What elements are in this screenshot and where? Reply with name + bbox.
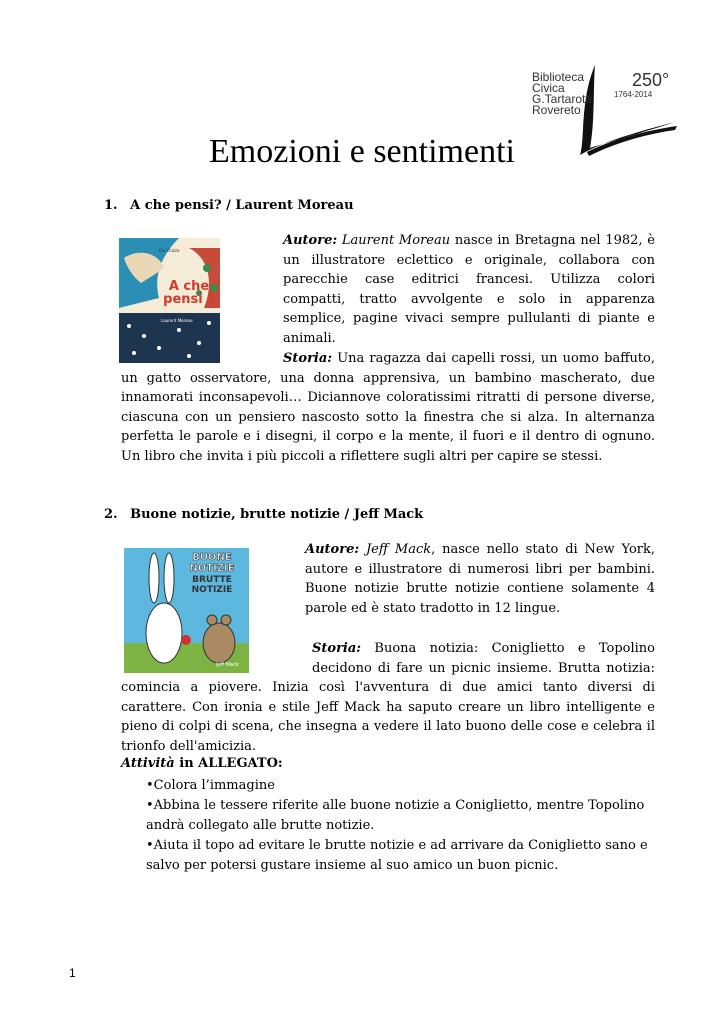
storia-text: Una ragazza dai capelli rossi, un uomo baffuto, un gatto osservatore, una donna apprensiva, un bambino mascherato, due innamorati inconsapevoli… Diciannove coloratissimi ritratti di persone diverse, ciascuna con un pensiero nascosto sotto la finestra che si alza. In alternanza perfetta le parole e i disegni, il corpo e la mente, il fuori e il dentro di ognuno. Un libro che invita i più piccoli a riflettere sugli altri per capire se stessi. [121, 351, 655, 464]
heading-number: 2. [104, 507, 118, 522]
logo-line: Rovereto [532, 103, 581, 117]
cover-author: Jeff Mack [216, 662, 239, 668]
page-title: Emozioni e sentimenti [209, 133, 515, 170]
autore-text: nasce in Bretagna nel 1982, è un illustratore eclettico e originale, collabora con parecchie case editrici francesi. Utilizza colori compatti, tratto avvolgente e solo in apparenza semplice, pagine vivaci sempre pullulanti di piante e animali. [283, 233, 656, 346]
section-heading-1 [104, 198, 354, 213]
autore-paragraph-2 [305, 540, 655, 618]
autore-name: Jeff Mack [365, 542, 432, 557]
autore-label: Autore: [305, 542, 360, 557]
autore-text: , nasce nello stato di New York, autore e illustratore di numerosi libri per bambini. Buone notizie brutte notizie contiene solamente 4 parole ed è stato tradotto in 12 lingue. [305, 542, 656, 616]
activity-label-rest: in ALLEGATO: [174, 756, 283, 771]
activity-item-text: Abbina le tessere riferite alle buone notizie a Coniglietto, mentre Topolino andrà collegato alle brutte notizie. [146, 798, 645, 833]
logo-name [532, 72, 612, 116]
heading-text: A che pensi? / Laurent Moreau [130, 198, 354, 213]
activity-label-italic: Attività [121, 756, 175, 771]
logo-years: 1764-2014 [614, 90, 653, 99]
storia-paragraph-1 [121, 349, 655, 466]
activity-item: •Abbina le tessere riferite alle buone notizie a Coniglietto, mentre Topolino andrà collegato alle brutte notizie. [146, 798, 645, 833]
cover-author-2: Laurent Moreau [161, 318, 193, 323]
logo-line: Civica [532, 81, 565, 95]
section-heading-2 [104, 507, 423, 522]
heading-text: Buone notizie, brutte notizie / Jeff Mack [130, 507, 424, 522]
autore-name: Laurent Moreau [341, 233, 451, 248]
activity-item: •Colora l’immagine [146, 778, 275, 793]
autore-paragraph-1 [283, 231, 655, 348]
page-number: 1 [69, 966, 76, 980]
cover-title: A che pensi ? [163, 279, 215, 307]
activity-item-text: Aiuta il topo ad evitare le brutte notizie e ad arrivare da Coniglietto sano e salvo per potersi gustare insieme al suo amico un buon picnic. [146, 838, 648, 873]
activity-item-text: Colora l’immagine [153, 778, 275, 793]
storia-paragraph-2a [121, 639, 655, 756]
autore-label: Autore: [283, 233, 338, 248]
heading-number: 1. [104, 198, 118, 213]
activity-item: •Aiuta il topo ad evitare le brutte notizie e ad arrivare da Coniglietto sano e salvo per potersi gustare insieme al suo amico un buon picnic. [146, 838, 648, 873]
cover-title-2: BRUTTE NOTIZIE [191, 575, 233, 595]
activity-heading [121, 756, 283, 771]
cover-title-1: BUONE NOTIZIE [189, 552, 235, 574]
activity-list [146, 776, 656, 876]
logo-anniversary: 250° [632, 70, 670, 90]
storia-label: Storia: [312, 641, 362, 656]
storia-text: Buona notizia: Coniglietto e Topolino decidono di fare un picnic insieme. Brutta notizia: comincia a piovere. Inizia così l'avventura di due amici tanto diversi di carattere. Con ironia e stile Jeff Mack ha saputo creare un libro intelligente e pieno di colpi di scena, che insegna a vedere il lato buono delle cose e celebra il trionfo dell'amicizia. [121, 641, 655, 754]
cover-author: Ela Chizza [159, 248, 180, 253]
book-cover-a-che-pensi [119, 238, 220, 363]
storia-label: Storia: [283, 351, 333, 366]
logo-line: G.Tartarotti [532, 92, 592, 106]
logo-line: Biblioteca [532, 70, 585, 84]
